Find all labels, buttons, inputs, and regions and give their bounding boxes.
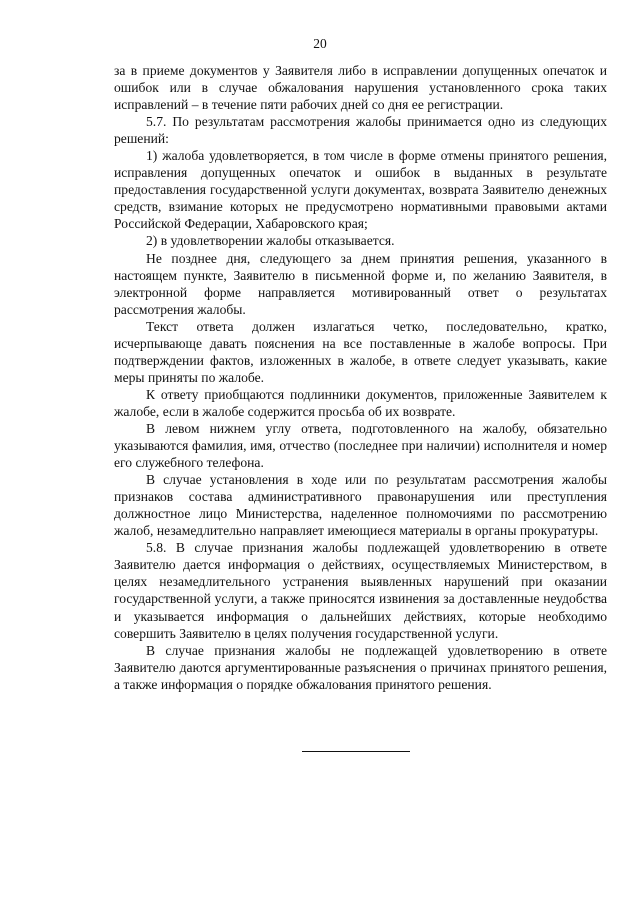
paragraph-5-8: 5.8. В случае признания жалобы подлежащей удовлетворению в ответе Заявителю дается информация о действиях, осуществляемых Министерством, в целях незамедлительного устранения выявленных нарушений при оказании государственной услуги, а также приносятся извинения за доставленные неудобства и указывается информация о дальнейших действиях, которые необходимо совершить Заявителю в целях получения государственной услуги. (114, 540, 607, 641)
paragraph-executor-info: В левом нижнем углу ответа, подготовленного на жалобу, обязательно указываются фамилия, имя, отчество (последнее при наличии) исполнителя и номер его служебного телефона. (114, 420, 607, 471)
document-body (114, 62, 607, 693)
paragraph-prosecution: В случае установления в ходе или по результатам рассмотрения жалобы признаков состава административного правонарушения или преступления должностное лицо Министерства, наделенное полномочиями по рассмотрению жалоб, незамедлительно направляет имеющиеся материалы в органы прокуратуры. (114, 472, 607, 539)
paragraph-decision-2: 2) в удовлетворении жалобы отказывается. (146, 233, 395, 249)
end-separator-line (302, 751, 410, 752)
paragraph-continuation: за в приеме документов у Заявителя либо в исправлении допущенных опечаток и ошибок или в случае обжалования нарушения установленного срока таких исправлений – в течение пяти рабочих дней со дня ее регистрации. (114, 63, 607, 113)
page-number: 20 (313, 36, 327, 51)
paragraph-rejection: В случае признания жалобы не подлежащей удовлетворению в ответе Заявителю даются аргументированные разъяснения о причинах принятого решения, а также информация о порядке обжалования принятого решения. (114, 642, 607, 692)
paragraph-decision-1: 1) жалоба удовлетворяется, в том числе в форме отмены принятого решения, исправления допущенных опечаток и ошибок в выданных в результате предоставления государственной услуги документах, возврата Заявителю денежных средств, взимание которых не предусмотрено нормативными правовыми актами Российской Федерации, Хабаровского края; (114, 148, 607, 232)
paragraph-response-deadline: Не позднее дня, следующего за днем принятия решения, указанного в настоящем пункте, Заявителю в письменной форме и, по желанию Заявителя, в электронной форме направляется мотивированный ответ о результатах рассмотрения жалобы. (114, 250, 607, 317)
paragraph-5-7: 5.7. По результатам рассмотрения жалобы принимается одно из следующих решений: (114, 114, 607, 147)
paragraph-attachments: К ответу приобщаются подлинники документов, приложенные Заявителем к жалобе, если в жалобе содержится просьба об их возврате. (114, 386, 607, 419)
paragraph-response-text: Текст ответа должен излагаться четко, последовательно, кратко, исчерпывающе давать пояснения на все поставленные в жалобе вопросы. При подтверждении фактов, изложенных в жалобе, в ответе следует указывать, какие меры приняты по жалобе. (114, 318, 607, 385)
